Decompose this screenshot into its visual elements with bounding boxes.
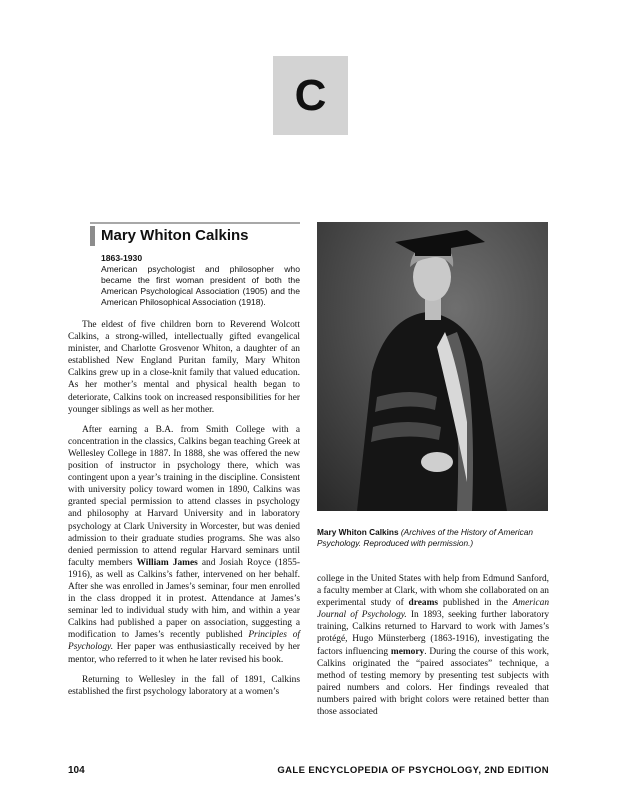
section-letter-box	[273, 56, 348, 135]
body-paragraph-3: Returning to Wellesley in the fall of 1891, Calkins established the first psychology laboratory at a women’s	[68, 674, 300, 697]
term-memory: memory	[390, 646, 425, 657]
body-column-right	[317, 573, 549, 718]
entry-title-bar	[90, 226, 95, 246]
body-paragraph-2	[68, 424, 300, 666]
body-text: published in the	[442, 598, 508, 609]
body-text: In 1893, seeking further laboratory training, Calkins returned to Harvard to work with James’s protégé, Hugo Münsterberg (1863-1916), investigating the factors influencing	[317, 610, 550, 657]
term-dreams: dreams	[408, 598, 439, 609]
term-william-james: William James	[136, 557, 198, 568]
portrait-photo	[317, 222, 548, 511]
photo-caption	[317, 527, 549, 549]
body-paragraph-1: The eldest of five children born to Reverend Wolcott Calkins, a strong-willed, intellectually gifted evangelical minister, and Charlotte Grosvenor Whiton, a daughter of an established New England Puritan family, Mary Whiton Calkins grew up in a close-knit family that valued education. As her mother’s mental and physical health began to deteriorate, Calkins took on increased responsibilities for her younger siblings as well as her mother.	[68, 320, 300, 415]
entry-title: Mary Whiton Calkins	[101, 227, 249, 244]
page-number: 104	[68, 765, 85, 776]
body-text: college in the United States with help from Edmund Sanford, a faculty member at Clark, with whom she collaborated on an experimental study of	[317, 574, 549, 609]
section-letter: C	[294, 70, 327, 120]
body-text: Her paper was enthusiastically received by her mentor, who referred to it when he later revised his book.	[68, 642, 300, 665]
portrait-image	[317, 222, 548, 511]
journal-title: American Journal of Psychology.	[317, 598, 550, 621]
body-column-left	[68, 319, 300, 698]
body-paragraph-continued	[317, 573, 549, 718]
book-title: Principles of Psychology.	[68, 630, 300, 653]
caption-credit: (Archives of the History of American Psychology. Reproduced with permission.)	[317, 527, 533, 548]
entry-summary: American psychologist and philosopher who became the first woman president of both the American Psychological Association (1905) and the American Philosophical Association (1918).	[101, 264, 300, 307]
entry-dates: 1863-1930	[101, 253, 143, 263]
entry-top-rule	[90, 222, 300, 224]
running-footer: GALE ENCYCLOPEDIA OF PSYCHOLOGY, 2ND EDITION	[277, 765, 549, 776]
body-text: and Josiah Royce (1855-1916), as well as Calkins’s father, intervened on her behalf. After she was enrolled in James’s seminar, four men enrolled in the class dropped it in protest. Attendance at James’s seminar led to individual study with him, and within a year Calkins had published a paper on association, suggesting a modification to James’s recently published	[68, 557, 300, 641]
caption-name: Mary Whiton Calkins	[317, 527, 399, 537]
body-text: . During the course of this work, Calkins originated the “paired associates” technique, a method of testing memory by presenting test subjects with paired numbers and colors. Her findings revealed that numbers paired with bright colors were retained better than those associated	[317, 646, 550, 718]
body-text: After earning a B.A. from Smith College with a concentration in the classics, Calkins began teaching Greek at Wellesley College in 1887. In 1888, she was offered the new position of instructor in psychology there, which was contingent upon a year’s training in the discipline. Consistent with university policy toward women in 1890, Calkins was granted special permission to attend classes in psychology and philosophy at Harvard University and in laboratory psychology at Clark University in Worcester, but was denied admission to their graduate studies programs. She was also denied permission to attend regular Harvard seminars until faculty members	[68, 424, 300, 568]
